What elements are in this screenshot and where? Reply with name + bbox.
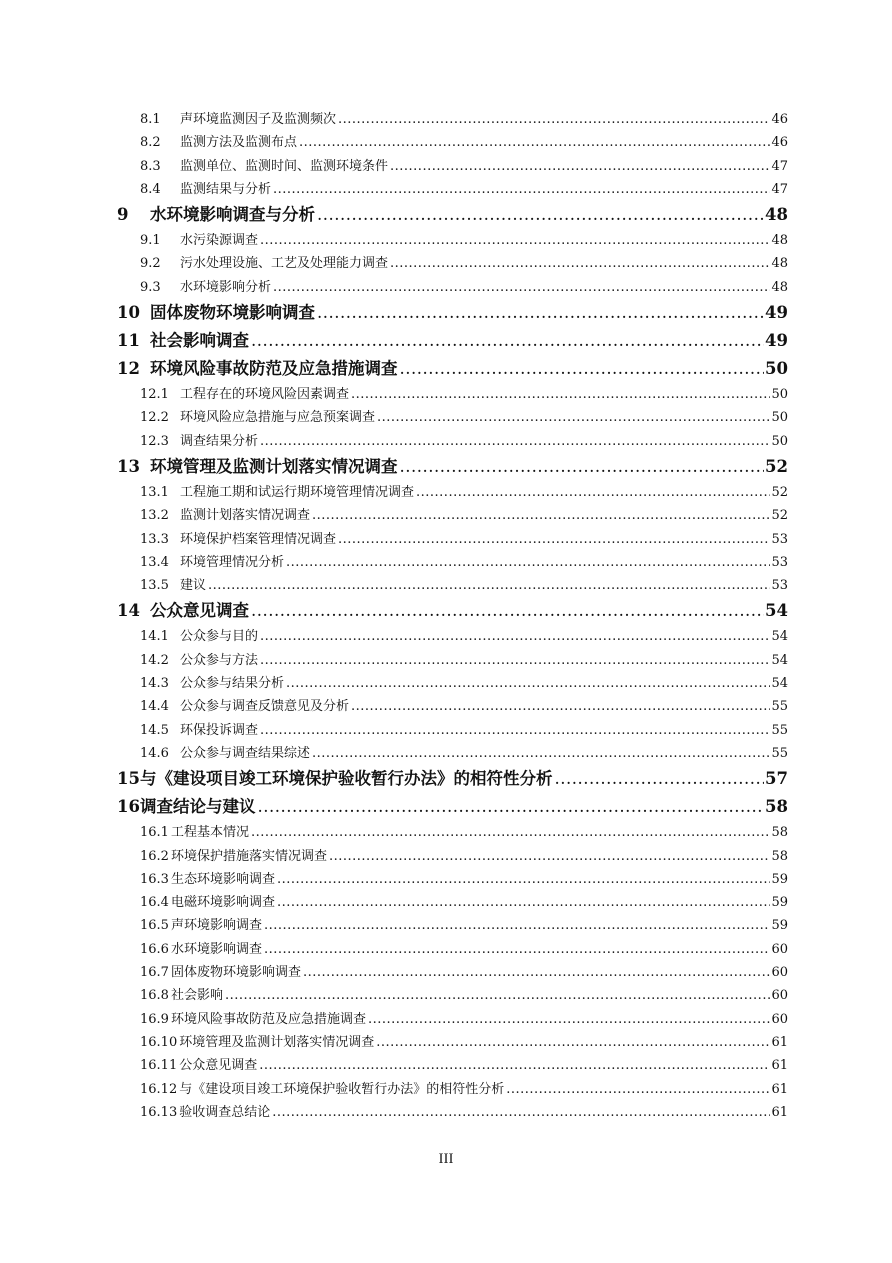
- toc-section-entry[interactable]: [0, 695, 892, 718]
- toc-entry-page: 54: [771, 652, 788, 668]
- toc-dot-leader: [376, 1031, 770, 1054]
- toc-dot-leader: [273, 276, 770, 299]
- toc-dot-leader: [264, 938, 770, 961]
- toc-dot-leader: [225, 984, 770, 1007]
- toc-entry-number: 16.7: [140, 965, 169, 981]
- toc-entry-number: 14.3: [140, 676, 169, 692]
- toc-dot-leader: [377, 406, 770, 429]
- toc-dot-leader: [257, 793, 764, 821]
- toc-section-entry[interactable]: [0, 649, 892, 672]
- toc-dot-leader: [368, 1008, 770, 1031]
- toc-chapter-entry[interactable]: [0, 299, 892, 327]
- toc-section-entry[interactable]: [0, 574, 892, 597]
- toc-entry-page: 47: [771, 181, 788, 197]
- toc-entry-title: 监测方法及监测布点: [180, 135, 298, 151]
- toc-section-entry[interactable]: [0, 481, 892, 504]
- toc-entry-number: 16.6: [140, 941, 169, 957]
- toc-entry-title: 验收调查总结论: [179, 1104, 271, 1120]
- toc-dot-leader: [277, 891, 770, 914]
- toc-entry-page: 50: [771, 433, 788, 449]
- toc-section-entry[interactable]: [0, 938, 892, 961]
- toc-entry-title: 声环境监测因子及监测频次: [180, 112, 337, 127]
- toc-entry-number: 14.5: [140, 722, 169, 738]
- toc-entry-title: 水环境影响调查: [170, 941, 262, 957]
- toc-entry-page: 60: [771, 941, 788, 957]
- toc-entry-page: 50: [771, 410, 788, 426]
- toc-section-entry[interactable]: [0, 891, 892, 914]
- toc-dot-leader: [312, 742, 770, 765]
- toc-entry-number: 14: [117, 601, 140, 621]
- toc-section-entry[interactable]: [0, 672, 892, 695]
- toc-entry-page: 46: [771, 112, 788, 127]
- toc-entry-title: 监测单位、监测时间、监测环境条件: [180, 158, 389, 174]
- toc-entry-title: 水环境影响分析: [180, 279, 272, 295]
- toc-entry-page: 54: [771, 629, 788, 645]
- toc-entry-page: 49: [765, 303, 788, 323]
- toc-entry-page: 48: [771, 256, 788, 272]
- toc-entry-title: 固体废物环境影响调查: [170, 965, 301, 981]
- toc-entry-title: 环境管理情况分析: [180, 554, 285, 570]
- toc-entry-number: 13.1: [140, 484, 169, 500]
- toc-entry-title: 公众参与方法: [180, 652, 259, 668]
- toc-entry-number: 11: [117, 331, 140, 351]
- toc-dot-leader: [338, 528, 770, 551]
- toc-entry-page: 49: [765, 331, 788, 351]
- toc-dot-leader: [251, 821, 770, 844]
- toc-dot-leader: [277, 868, 770, 891]
- toc-entry-page: 59: [771, 918, 788, 934]
- toc-entry-number: 12.2: [140, 410, 169, 426]
- toc-entry-title: 调查结论与建议: [139, 797, 256, 817]
- toc-entry-title: 与《建设项目竣工环境保护验收暂行办法》的相符性分析: [139, 769, 553, 789]
- toc-section-entry[interactable]: [0, 252, 892, 275]
- toc-entry-page: 53: [771, 531, 788, 547]
- toc-dot-leader: [260, 430, 770, 453]
- toc-entry-number: 13.5: [140, 578, 169, 594]
- toc-dot-leader: [286, 672, 770, 695]
- toc-entry-title: 监测计划落实情况调查: [180, 508, 311, 524]
- toc-entry-page: 61: [771, 1034, 788, 1050]
- toc-dot-leader: [286, 551, 770, 574]
- toc-section-entry[interactable]: [0, 914, 892, 937]
- toc-entry-number: 14.6: [140, 745, 169, 761]
- toc-dot-leader: [259, 1054, 770, 1077]
- toc-entry-number: 14.2: [140, 652, 169, 668]
- toc-entry-page: 60: [771, 988, 788, 1004]
- toc-chapter-entry[interactable]: [0, 765, 892, 793]
- toc-entry-title: 环境管理及监测计划落实情况调查: [150, 456, 398, 476]
- toc-entry-page: 60: [771, 1011, 788, 1027]
- toc-section-entry[interactable]: [0, 155, 892, 178]
- toc-entry-page: 58: [771, 848, 788, 864]
- toc-entry-title: 监测结果与分析: [180, 181, 272, 197]
- toc-entry-page: 55: [771, 699, 788, 715]
- toc-entry-number: 13.2: [140, 508, 169, 524]
- toc-entry-title: 声环境影响调查: [170, 918, 262, 934]
- toc-entry-page: 57: [765, 769, 788, 789]
- toc-entry-number: 16.11: [140, 1058, 178, 1074]
- toc-entry-number: 8.2: [140, 135, 161, 151]
- toc-dot-leader: [351, 695, 770, 718]
- toc-entry-number: 16.1: [140, 825, 169, 841]
- toc-entry-number: 13.4: [140, 554, 169, 570]
- toc-entry-number: 16.13: [140, 1104, 178, 1120]
- toc-entry-title: 公众参与目的: [180, 629, 259, 645]
- toc-entry-page: 46: [771, 135, 788, 151]
- toc-entry-page: 55: [771, 722, 788, 738]
- toc-entry-title: 环境风险事故防范及应急措施调查: [150, 359, 398, 379]
- toc-dot-leader: [390, 252, 770, 275]
- toc-entry-title: 生态环境影响调查: [170, 871, 275, 887]
- toc-entry-number: 16: [117, 797, 140, 817]
- toc-entry-number: 16.10: [140, 1034, 178, 1050]
- toc-entry-number: 16.4: [140, 895, 169, 911]
- toc-entry-number: 16.5: [140, 918, 169, 934]
- toc-entry-title: 工程基本情况: [170, 825, 249, 841]
- toc-entry-number: 13.3: [140, 531, 169, 547]
- toc-entry-title: 公众参与结果分析: [180, 676, 285, 692]
- toc-section-entry[interactable]: [0, 821, 892, 844]
- toc-section-entry[interactable]: [0, 868, 892, 891]
- toc-chapter-entry[interactable]: [0, 201, 892, 229]
- toc-dot-leader: [416, 481, 770, 504]
- toc-section-entry[interactable]: [0, 430, 892, 453]
- toc-section-entry[interactable]: [0, 1031, 892, 1054]
- toc-entry-page: 50: [765, 359, 788, 379]
- toc-entry-number: 16.3: [140, 871, 169, 887]
- toc-entry-title: 社会影响: [170, 988, 223, 1004]
- toc-section-entry[interactable]: [0, 504, 892, 527]
- toc-section-entry[interactable]: [0, 1054, 892, 1077]
- toc-entry-number: 8.4: [140, 181, 161, 197]
- toc-dot-leader: [208, 574, 770, 597]
- toc-entry-title: 固体废物环境影响调查: [150, 303, 315, 323]
- toc-entry-page: 60: [771, 965, 788, 981]
- toc-chapter-entry[interactable]: [0, 793, 892, 821]
- toc-entry-page: 52: [771, 484, 788, 500]
- toc-dot-leader: [260, 719, 770, 742]
- toc-entry-number: 14.1: [140, 629, 169, 645]
- toc-dot-leader: [317, 201, 764, 229]
- toc-entry-title: 调查结果分析: [180, 433, 259, 449]
- toc-entry-page: 55: [771, 745, 788, 761]
- toc-entry-number: 16.9: [140, 1011, 169, 1027]
- toc-entry-number: 12: [117, 359, 140, 379]
- toc-section-entry[interactable]: [0, 984, 892, 1007]
- toc-section-entry[interactable]: [0, 1008, 892, 1031]
- toc-dot-leader: [264, 914, 770, 937]
- toc-entry-number: 12.1: [140, 387, 169, 403]
- toc-entry-number: 10: [117, 303, 140, 323]
- toc-dot-leader: [554, 765, 764, 793]
- toc-entry-title: 环境管理及监测计划落实情况调查: [179, 1034, 375, 1050]
- toc-entry-title: 工程存在的环境风险因素调查: [180, 387, 350, 403]
- toc-entry-page: 47: [771, 158, 788, 174]
- toc-entry-page: 54: [771, 676, 788, 692]
- toc-dot-leader: [251, 327, 764, 355]
- toc-entry-title: 环境保护档案管理情况调查: [180, 531, 337, 547]
- toc-section-entry[interactable]: [0, 528, 892, 551]
- toc-section-entry[interactable]: [0, 178, 892, 201]
- toc-dot-leader: [260, 625, 770, 648]
- toc-entry-page: 58: [765, 797, 788, 817]
- toc-entry-page: 48: [765, 205, 788, 225]
- toc-entry-number: 9.3: [140, 279, 161, 295]
- toc-section-entry[interactable]: [0, 406, 892, 429]
- toc-section-entry[interactable]: [0, 625, 892, 648]
- toc-section-entry[interactable]: [0, 1078, 892, 1101]
- toc-dot-leader: [303, 961, 770, 984]
- toc-entry-title: 环境保护措施落实情况调查: [170, 848, 327, 864]
- toc-entry-title: 公众参与调查反馈意见及分析: [180, 699, 350, 715]
- toc-section-entry[interactable]: [0, 961, 892, 984]
- toc-dot-leader: [299, 131, 770, 154]
- toc-chapter-entry[interactable]: [0, 597, 892, 625]
- toc-entry-title: 电磁环境影响调查: [170, 895, 275, 911]
- toc-entry-page: 48: [771, 279, 788, 295]
- toc-entry-title: 环境风险应急措施与应急预案调查: [180, 410, 376, 426]
- toc-entry-title: 污水处理设施、工艺及处理能力调查: [180, 256, 389, 272]
- toc-dot-leader: [329, 845, 770, 868]
- toc-entry-number: 9: [117, 205, 129, 225]
- toc-entry-title: 社会影响调查: [150, 331, 249, 351]
- toc-entry-number: 12.3: [140, 433, 169, 449]
- toc-entry-page: 54: [765, 601, 788, 621]
- toc-entry-number: 16.8: [140, 988, 169, 1004]
- toc-dot-leader: [390, 155, 770, 178]
- toc-dot-leader: [338, 108, 770, 131]
- toc-entry-title: 工程施工期和试运行期环境管理情况调查: [180, 484, 415, 500]
- toc-dot-leader: [260, 649, 770, 672]
- toc-entry-page: 61: [771, 1104, 788, 1120]
- page-number: III: [438, 1151, 454, 1167]
- toc-section-entry[interactable]: [0, 742, 892, 765]
- toc-entry-page: 59: [771, 871, 788, 887]
- toc-dot-leader: [400, 453, 765, 481]
- toc-section-entry[interactable]: [0, 276, 892, 299]
- toc-entry-page: 58: [771, 825, 788, 841]
- toc-entry-page: 50: [771, 387, 788, 403]
- toc-entry-page: 59: [771, 895, 788, 911]
- toc-dot-leader: [351, 383, 770, 406]
- toc-chapter-entry[interactable]: [0, 355, 892, 383]
- toc-section-entry[interactable]: [0, 383, 892, 406]
- toc-section-entry[interactable]: [0, 108, 892, 131]
- toc-entry-title: 水环境影响调查与分析: [150, 205, 315, 225]
- toc-entry-page: 53: [771, 554, 788, 570]
- toc-dot-leader: [272, 1101, 770, 1124]
- toc-entry-number: 9.2: [140, 256, 161, 272]
- toc-dot-leader: [317, 299, 764, 327]
- toc-section-entry[interactable]: [0, 1101, 892, 1124]
- toc-section-entry[interactable]: [0, 845, 892, 868]
- toc-entry-title: 与《建设项目竣工环境保护验收暂行办法》的相符性分析: [179, 1081, 505, 1097]
- toc-entry-title: 公众意见调查: [150, 601, 249, 621]
- table-of-contents: [0, 108, 892, 1124]
- toc-dot-leader: [273, 178, 770, 201]
- toc-entry-title: 环境风险事故防范及应急措施调查: [170, 1011, 366, 1027]
- toc-entry-page: 52: [771, 508, 788, 524]
- toc-dot-leader: [260, 229, 770, 252]
- toc-chapter-entry[interactable]: [0, 453, 892, 481]
- toc-entry-number: 13: [117, 456, 140, 476]
- toc-entry-number: 16.2: [140, 848, 169, 864]
- toc-entry-number: 8.3: [140, 158, 161, 174]
- toc-entry-page: 53: [771, 578, 788, 594]
- toc-dot-leader: [251, 597, 764, 625]
- toc-entry-page: 48: [771, 233, 788, 249]
- toc-entry-title: 公众参与调查结果综述: [180, 745, 311, 761]
- toc-entry-page: 52: [765, 456, 788, 476]
- toc-dot-leader: [506, 1078, 770, 1101]
- toc-entry-number: 15: [117, 769, 140, 789]
- toc-entry-page: 61: [771, 1081, 788, 1097]
- toc-entry-title: 建议: [180, 578, 207, 594]
- toc-section-entry[interactable]: [0, 551, 892, 574]
- toc-section-entry[interactable]: [0, 229, 892, 252]
- toc-section-entry[interactable]: [0, 719, 892, 742]
- toc-entry-number: 16.12: [140, 1081, 178, 1097]
- toc-entry-page: 61: [771, 1058, 788, 1074]
- toc-section-entry[interactable]: [0, 131, 892, 154]
- toc-dot-leader: [400, 355, 765, 383]
- toc-entry-number: 14.4: [140, 699, 169, 715]
- toc-entry-title: 环保投诉调查: [180, 722, 259, 738]
- toc-dot-leader: [312, 504, 770, 527]
- toc-entry-title: 公众意见调查: [179, 1058, 258, 1074]
- toc-entry-number: 8.1: [140, 112, 161, 127]
- toc-entry-title: 水污染源调查: [180, 233, 259, 249]
- toc-entry-number: 9.1: [140, 233, 161, 249]
- toc-chapter-entry[interactable]: [0, 327, 892, 355]
